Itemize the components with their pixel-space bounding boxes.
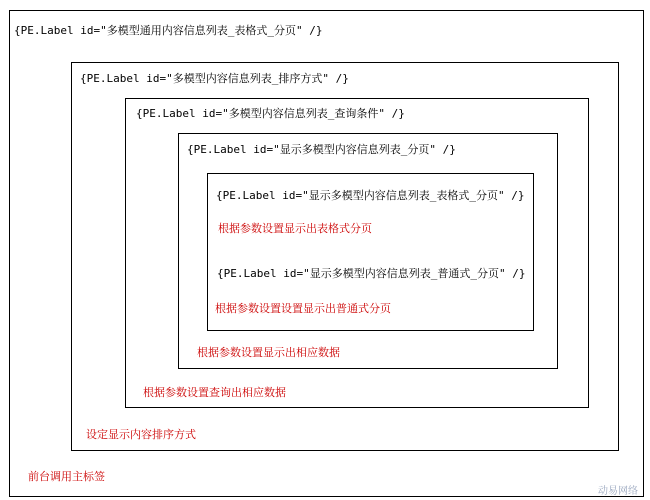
layer-main-tag-description: 前台调用主标签 [28, 470, 105, 483]
layer-sort-code: {PE.Label id="多模型内容信息列表_排序方式" /} [80, 72, 349, 85]
layer-pagination-table-description: 根据参数设置显示出表格式分页 [218, 222, 372, 235]
layer-pagination-normal-code: {PE.Label id="显示多模型内容信息列表_普通式_分页" /} [217, 267, 526, 280]
layer-display-code: {PE.Label id="显示多模型内容信息列表_分页" /} [187, 143, 456, 156]
layer-query-description: 根据参数设置查询出相应数据 [143, 386, 286, 399]
layer-query-code: {PE.Label id="多模型内容信息列表_查询条件" /} [136, 107, 405, 120]
layer-display-description: 根据参数设置显示出相应数据 [197, 346, 340, 359]
layer-sort-description: 设定显示内容排序方式 [86, 428, 196, 441]
layer-main-tag-code: {PE.Label id="多模型通用内容信息列表_表格式_分页" /} [14, 24, 323, 37]
watermark-logo-text: 动易网络 [598, 486, 638, 497]
layer-pagination-normal-description: 根据参数设置设置显示出普通式分页 [215, 302, 391, 315]
layer-pagination-table-code: {PE.Label id="显示多模型内容信息列表_表格式_分页" /} [216, 189, 525, 202]
